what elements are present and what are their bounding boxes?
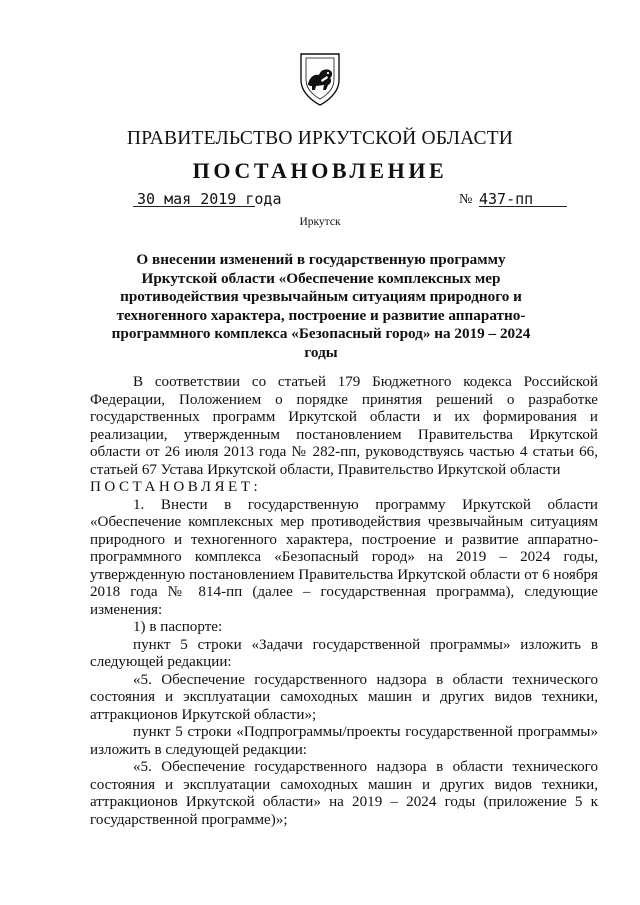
document-date: 30 мая 2019 года <box>137 190 282 208</box>
paragraph: 1) в паспорте: <box>133 619 223 635</box>
number-sign: № <box>459 192 473 207</box>
government-name: ПРАВИТЕЛЬСТВО ИРКУТСКОЙ ОБЛАСТИ <box>126 128 514 149</box>
paragraph: «5. Обеспечение государственного надзора в области технического состояния и эксплуатации самоходных машин и других видов техники, аттракционов Иркутской области»; <box>90 671 598 723</box>
number-underline <box>479 206 567 207</box>
document-number: 437-пп <box>479 190 534 208</box>
date-underline <box>133 206 255 207</box>
coat-of-arms-icon <box>297 50 343 108</box>
paragraph: пункт 5 строки «Задачи государственной программы» изложить в следующей редакции: <box>90 636 598 670</box>
paragraph: В соответствии со статьей 179 Бюджетного кодекса Российской Федерации, Положением о порядке принятия решений о разработке государственных программ Иркутской области и их формирования и реализации, утвержденным постановлением Правительства Иркутской области от 26 июля 2013 года № 282-пп, руководствуясь частью 4 статьи 66, статьей 67 Устава Иркутской области, Правительство Иркутской области <box>90 374 598 478</box>
resolution-word: ПОСТАНОВЛЯЕТ: <box>90 479 262 495</box>
document-title: О внесении изменений в государственную программу Иркутской области «Обеспечение комплексных мер противодействия чрезвычайным ситуациям природного и техногенного характера, построение и развитие аппаратно-программного комплекса «Безопасный город» на 2019 – 2024 годы <box>111 251 531 361</box>
document-body <box>90 374 598 829</box>
city-name: Иркутск <box>299 216 341 228</box>
document-type: ПОСТАНОВЛЕНИЕ <box>192 158 448 183</box>
paragraph: пункт 5 строки «Подпрограммы/проекты государственной программы» изложить в следующей редакции: <box>90 724 598 758</box>
paragraph: 1. Внести в государственную программу Иркутской области «Обеспечение комплексных мер противодействия чрезвычайным ситуациям природного и техногенного характера, построение и развитие аппаратно-программного комплекса «Безопасный город» на 2019 – 2024 годы, утвержденную постановлением Правительства Иркутской области от 6 ноября 2018 года № 814-пп (далее – государственная программа), следующие изменения: <box>90 496 598 618</box>
paragraph: «5. Обеспечение государственного надзора в области технического состояния и эксплуатации самоходных машин и других видов техники, аттракционов Иркутской области» на 2019 – 2024 годы (приложение 5 к государственной программе)»; <box>90 759 598 828</box>
